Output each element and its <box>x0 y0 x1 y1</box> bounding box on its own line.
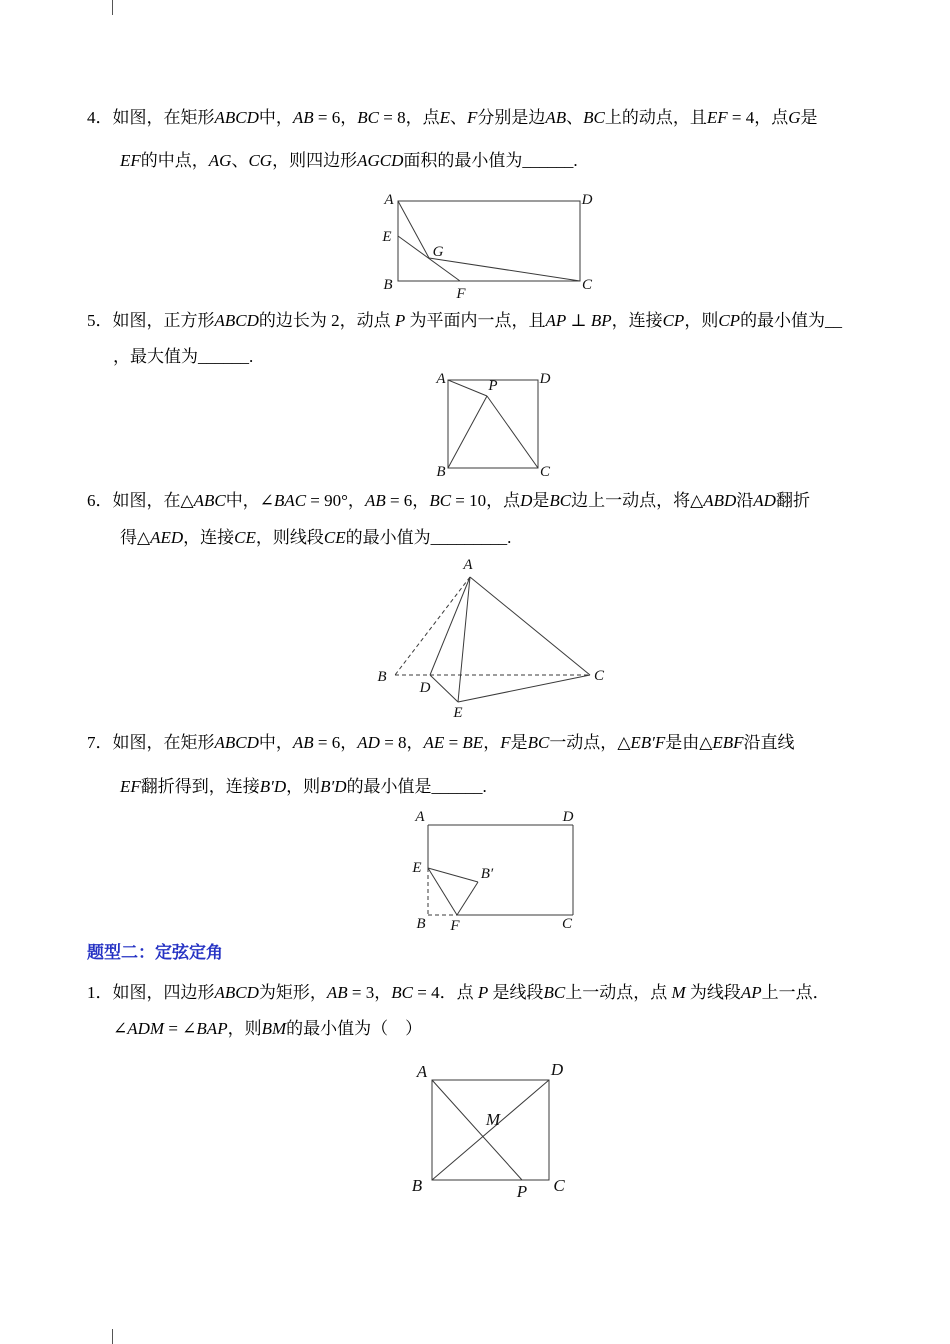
fig6-label-B: B <box>377 669 387 685</box>
figure-section2-problem-1 <box>398 1053 608 1208</box>
figure-problem-6 <box>358 553 628 723</box>
crop-mark-top-left <box>112 0 113 15</box>
fig6-label-C: C <box>593 668 605 684</box>
fig8-label-D: D <box>550 1060 564 1079</box>
fig5-label-D: D <box>539 371 551 387</box>
fig6-side-AB-dashed <box>395 577 470 675</box>
fig8-label-P: P <box>516 1182 528 1201</box>
fig7-label-C: C <box>561 916 573 932</box>
fig6-label-D: D <box>419 680 431 696</box>
fig4-segment-AG <box>398 201 429 258</box>
problem-7-text-line-2: EF翻折得到，连接B′D，则B′D的最小值是______. <box>120 777 487 796</box>
fig7-label-E: E <box>412 860 422 876</box>
fig4-label-G: G <box>432 244 444 260</box>
problem-5-text-line-1: 5．如图，正方形ABCD的边长为 2，动点 P 为平面内一点，且AP ⊥ BP，连接CP，则CP的最小值为__ <box>87 311 843 330</box>
figure-problem-5 <box>430 366 560 484</box>
fig4-label-E: E <box>382 229 392 245</box>
fig6-label-E: E <box>453 705 463 721</box>
fig6-segment-EC <box>458 675 590 702</box>
problem-7-text-line-1: 7．如图，在矩形ABCD中，AB = 6，AD = 8，AE = BE，F是BC一动点，△EB′F是由△EBF沿直线 <box>87 733 795 752</box>
crop-mark-bottom-left <box>112 1329 113 1344</box>
fig4-label-A: A <box>384 192 394 208</box>
fig6-segment-AC <box>470 577 590 675</box>
fig5-label-B: B <box>436 464 446 480</box>
fig4-label-D: D <box>581 192 593 208</box>
fig4-label-F: F <box>456 286 466 302</box>
fig8-segment-AP <box>432 1080 522 1180</box>
fig5-label-C: C <box>539 464 551 480</box>
fig8-label-C: C <box>553 1176 565 1195</box>
fig8-label-B: B <box>411 1176 423 1195</box>
section-2-title: 题型二：定弦定角 <box>87 943 223 963</box>
fig6-segment-AE <box>458 577 470 702</box>
fig5-segment-AP <box>448 380 487 396</box>
fig7-label-D: D <box>562 809 574 825</box>
fig7-label-B-prime: B′ <box>480 866 494 882</box>
fig5-segment-PC <box>487 396 538 468</box>
fig5-label-A: A <box>436 371 446 387</box>
fig7-label-F: F <box>450 918 460 934</box>
fig4-rectangle <box>398 201 580 281</box>
problem-6-text-line-2: 得△AED，连接CE，则线段CE的最小值为_________. <box>120 528 512 547</box>
problem-4-text-line-2: EF的中点，AG、CG，则四边形AGCD面积的最小值为______. <box>120 151 578 170</box>
figure-problem-4 <box>375 186 615 311</box>
fig4-label-C: C <box>581 277 593 293</box>
fig8-label-M: M <box>485 1110 501 1129</box>
fig6-segment-DE <box>430 675 458 702</box>
fig6-segment-AD <box>430 577 470 675</box>
fig8-segment-DB <box>432 1080 549 1180</box>
fig8-label-A: A <box>416 1062 428 1081</box>
fig6-label-A: A <box>463 557 473 573</box>
fig7-segment-BprimeF <box>457 882 478 915</box>
problem-4-text-line-1: 4．如图，在矩形ABCD中，AB = 6，BC = 8，点E、F分别是边AB、BC上的动点，且EF = 4，点G是 <box>87 108 818 127</box>
problem-6-text-line-1: 6．如图，在△ABC中，∠BAC = 90°，AB = 6，BC = 10，点D是BC边上一动点，将△ABD沿AD翻折 <box>87 491 810 510</box>
fig7-label-B: B <box>416 916 426 932</box>
figure-problem-7 <box>403 806 603 938</box>
fig7-label-A: A <box>415 809 425 825</box>
fig5-label-P: P <box>488 378 498 394</box>
fig4-segment-GC <box>429 258 580 281</box>
problem-5-text-line-2: ，最大值为______. <box>113 347 254 366</box>
section2-problem-1-text-line-2: ∠ADM = ∠BAP，则BM的最小值为（ ） <box>113 1019 423 1038</box>
fig4-label-B: B <box>383 277 393 293</box>
fig5-segment-PB <box>448 396 487 468</box>
section2-problem-1-text-line-1: 1．如图，四边形ABCD为矩形，AB = 3，BC = 4．点 P 是线段BC上一动点，点 M 为线段AP上一点． <box>87 983 830 1002</box>
